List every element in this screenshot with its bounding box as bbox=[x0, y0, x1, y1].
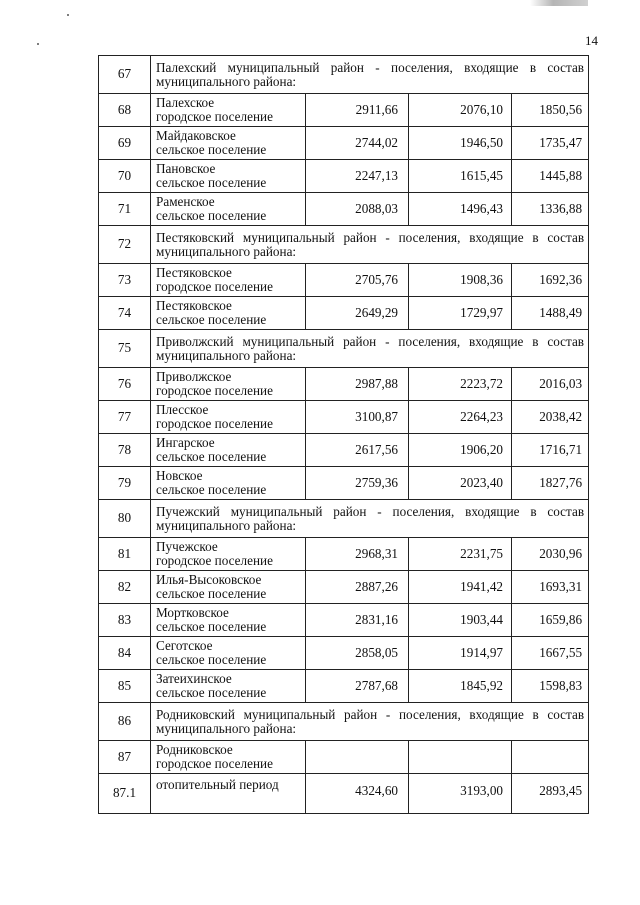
settlement-type-line: городское поселение bbox=[156, 756, 273, 771]
settlement-type-line: сельское поселение bbox=[156, 142, 267, 157]
table-row bbox=[99, 368, 589, 401]
row-number: 74 bbox=[99, 297, 151, 330]
tariff-value-v2: 1946,50 bbox=[409, 127, 512, 160]
tariff-value-v2: 2223,72 bbox=[409, 368, 512, 401]
tariff-value-v3: 1598,83 bbox=[512, 670, 589, 703]
row-number: 80 bbox=[99, 500, 151, 538]
tariff-value-v3: 1445,88 bbox=[512, 160, 589, 193]
table-row bbox=[99, 571, 589, 604]
table-row bbox=[99, 94, 589, 127]
settlement-name-line: Новское bbox=[156, 467, 203, 483]
tariff-value-v1: 2911,66 bbox=[306, 94, 409, 127]
settlement-name bbox=[151, 160, 306, 193]
table-row bbox=[99, 127, 589, 160]
tariff-value-v2 bbox=[409, 741, 512, 774]
settlement-name-line: Пучежское bbox=[156, 538, 218, 554]
tariff-value-v1: 2705,76 bbox=[306, 264, 409, 297]
row-number: 87.1 bbox=[99, 774, 151, 814]
page-number: 14 bbox=[585, 33, 598, 48]
scan-speck bbox=[67, 14, 69, 16]
district-header: Палехский муниципальный район - поселения, входящие в состав муниципального района: bbox=[151, 56, 589, 94]
tariff-value-v1: 2759,36 bbox=[306, 467, 409, 500]
settlement-type-line: сельское поселение bbox=[156, 482, 267, 497]
tariff-value-v1: 2968,31 bbox=[306, 538, 409, 571]
tariff-value-v1: 3100,87 bbox=[306, 401, 409, 434]
settlement-name-line: Сеготское bbox=[156, 637, 213, 653]
tariff-table bbox=[98, 55, 589, 814]
tariff-value-v2: 2231,75 bbox=[409, 538, 512, 571]
settlement-name-line: Ингарское bbox=[156, 434, 215, 450]
settlement-name-line: Палехское bbox=[156, 94, 215, 110]
tariff-value-v2: 2023,40 bbox=[409, 467, 512, 500]
settlement-type-line: городское поселение bbox=[156, 109, 273, 124]
tariff-value-v3: 1692,36 bbox=[512, 264, 589, 297]
tariff-value-v3 bbox=[512, 741, 589, 774]
settlement-name bbox=[151, 401, 306, 434]
settlement-name-line: Приволжское bbox=[156, 368, 232, 384]
settlement-name bbox=[151, 434, 306, 467]
row-number: 68 bbox=[99, 94, 151, 127]
tariff-value-v1: 2649,29 bbox=[306, 297, 409, 330]
row-number: 76 bbox=[99, 368, 151, 401]
row-number: 69 bbox=[99, 127, 151, 160]
tariff-value-v1: 2831,16 bbox=[306, 604, 409, 637]
district-header: Пестяковский муниципальный район - поселения, входящие в состав муниципального района: bbox=[151, 226, 589, 264]
row-number: 82 bbox=[99, 571, 151, 604]
row-number: 70 bbox=[99, 160, 151, 193]
settlement-name-line: Затеихинское bbox=[156, 670, 232, 686]
district-header-row bbox=[99, 226, 589, 264]
tariff-value-v3: 2016,03 bbox=[512, 368, 589, 401]
settlement-type-line: сельское поселение bbox=[156, 652, 267, 667]
tariff-value-v1: 2787,68 bbox=[306, 670, 409, 703]
tariff-value-v2: 1845,92 bbox=[409, 670, 512, 703]
table-row bbox=[99, 401, 589, 434]
row-number: 77 bbox=[99, 401, 151, 434]
row-number: 81 bbox=[99, 538, 151, 571]
settlement-type-line: сельское поселение bbox=[156, 449, 267, 464]
settlement-name bbox=[151, 604, 306, 637]
settlement-name-line: Илья-Высоковское bbox=[156, 571, 262, 587]
tariff-value-v3: 1659,86 bbox=[512, 604, 589, 637]
row-number: 86 bbox=[99, 703, 151, 741]
table-row bbox=[99, 741, 589, 774]
row-number: 84 bbox=[99, 637, 151, 670]
row-number: 87 bbox=[99, 741, 151, 774]
row-number: 67 bbox=[99, 56, 151, 94]
tariff-value-v1: 2858,05 bbox=[306, 637, 409, 670]
tariff-value-v2: 3193,00 bbox=[409, 774, 512, 814]
district-header: Пучежский муниципальный район - поселения, входящие в состав муниципального района: bbox=[151, 500, 589, 538]
settlement-name-line: Раменское bbox=[156, 193, 215, 209]
tariff-value-v1: 2987,88 bbox=[306, 368, 409, 401]
table-row bbox=[99, 604, 589, 637]
tariff-value-v2: 1903,44 bbox=[409, 604, 512, 637]
settlement-type-line: городское поселение bbox=[156, 383, 273, 398]
table-row bbox=[99, 193, 589, 226]
settlement-type-line: сельское поселение bbox=[156, 619, 267, 634]
settlement-name-line: Плесское bbox=[156, 401, 209, 417]
scan-smudge bbox=[530, 0, 588, 6]
settlement-name-line: отопительный период bbox=[156, 777, 279, 792]
tariff-value-v2: 1729,97 bbox=[409, 297, 512, 330]
settlement-name-line: Майдаковское bbox=[156, 127, 236, 143]
settlement-name bbox=[151, 264, 306, 297]
tariff-value-v2: 1941,42 bbox=[409, 571, 512, 604]
settlement-type-line: городское поселение bbox=[156, 279, 273, 294]
table-row bbox=[99, 160, 589, 193]
settlement-name bbox=[151, 741, 306, 774]
tariff-value-v1: 2744,02 bbox=[306, 127, 409, 160]
tariff-value-v1: 2617,56 bbox=[306, 434, 409, 467]
settlement-type-line: сельское поселение bbox=[156, 685, 267, 700]
row-number: 75 bbox=[99, 330, 151, 368]
tariff-value-v2: 1914,97 bbox=[409, 637, 512, 670]
district-header-row bbox=[99, 500, 589, 538]
settlement-name-line: Мортковское bbox=[156, 604, 229, 620]
tariff-value-v1: 2088,03 bbox=[306, 193, 409, 226]
row-number: 83 bbox=[99, 604, 151, 637]
settlement-name bbox=[151, 467, 306, 500]
settlement-type-line: сельское поселение bbox=[156, 208, 267, 223]
table-row bbox=[99, 774, 589, 814]
tariff-value-v3: 2893,45 bbox=[512, 774, 589, 814]
settlement-name bbox=[151, 297, 306, 330]
table-row bbox=[99, 264, 589, 297]
tariff-value-v1: 4324,60 bbox=[306, 774, 409, 814]
row-number: 85 bbox=[99, 670, 151, 703]
table-row bbox=[99, 670, 589, 703]
tariff-value-v3: 1716,71 bbox=[512, 434, 589, 467]
row-number: 78 bbox=[99, 434, 151, 467]
tariff-value-v3: 1667,55 bbox=[512, 637, 589, 670]
tariff-value-v1: 2887,26 bbox=[306, 571, 409, 604]
table-row bbox=[99, 297, 589, 330]
settlement-type-line: городское поселение bbox=[156, 553, 273, 568]
tariff-value-v2: 1496,43 bbox=[409, 193, 512, 226]
settlement-name bbox=[151, 94, 306, 127]
tariff-value-v2: 1908,36 bbox=[409, 264, 512, 297]
tariff-value-v3: 1827,76 bbox=[512, 467, 589, 500]
row-number: 73 bbox=[99, 264, 151, 297]
tariff-value-v2: 1615,45 bbox=[409, 160, 512, 193]
settlement-name-line: Родниковское bbox=[156, 741, 233, 757]
table-row bbox=[99, 538, 589, 571]
scan-speck bbox=[37, 43, 39, 45]
tariff-value-v3: 1488,49 bbox=[512, 297, 589, 330]
table-row bbox=[99, 434, 589, 467]
settlement-type-line: сельское поселение bbox=[156, 312, 267, 327]
row-number: 79 bbox=[99, 467, 151, 500]
settlement-name bbox=[151, 774, 306, 814]
table-row bbox=[99, 467, 589, 500]
settlement-name bbox=[151, 538, 306, 571]
tariff-value-v2: 2264,23 bbox=[409, 401, 512, 434]
district-header-row bbox=[99, 330, 589, 368]
tariff-value-v3: 1693,31 bbox=[512, 571, 589, 604]
row-number: 71 bbox=[99, 193, 151, 226]
settlement-name bbox=[151, 670, 306, 703]
tariff-value-v3: 1336,88 bbox=[512, 193, 589, 226]
tariff-value-v1: 2247,13 bbox=[306, 160, 409, 193]
settlement-name bbox=[151, 368, 306, 401]
settlement-name-line: Пестяковское bbox=[156, 297, 232, 313]
tariff-value-v1 bbox=[306, 741, 409, 774]
settlement-type-line: сельское поселение bbox=[156, 586, 267, 601]
table-row bbox=[99, 637, 589, 670]
tariff-value-v2: 1906,20 bbox=[409, 434, 512, 467]
tariff-value-v3: 1850,56 bbox=[512, 94, 589, 127]
district-header: Родниковский муниципальный район - поселения, входящие в состав муниципального района: bbox=[151, 703, 589, 741]
settlement-type-line: сельское поселение bbox=[156, 175, 267, 190]
settlement-name bbox=[151, 193, 306, 226]
district-header: Приволжский муниципальный район - поселения, входящие в состав муниципального района: bbox=[151, 330, 589, 368]
tariff-value-v2: 2076,10 bbox=[409, 94, 512, 127]
settlement-name-line: Пановское bbox=[156, 160, 216, 176]
tariff-value-v3: 2038,42 bbox=[512, 401, 589, 434]
settlement-name bbox=[151, 637, 306, 670]
settlement-name bbox=[151, 571, 306, 604]
district-header-row bbox=[99, 56, 589, 94]
tariff-value-v3: 1735,47 bbox=[512, 127, 589, 160]
tariff-value-v3: 2030,96 bbox=[512, 538, 589, 571]
settlement-type-line: городское поселение bbox=[156, 416, 273, 431]
settlement-name bbox=[151, 127, 306, 160]
district-header-row bbox=[99, 703, 589, 741]
settlement-name-line: Пестяковское bbox=[156, 264, 232, 280]
row-number: 72 bbox=[99, 226, 151, 264]
